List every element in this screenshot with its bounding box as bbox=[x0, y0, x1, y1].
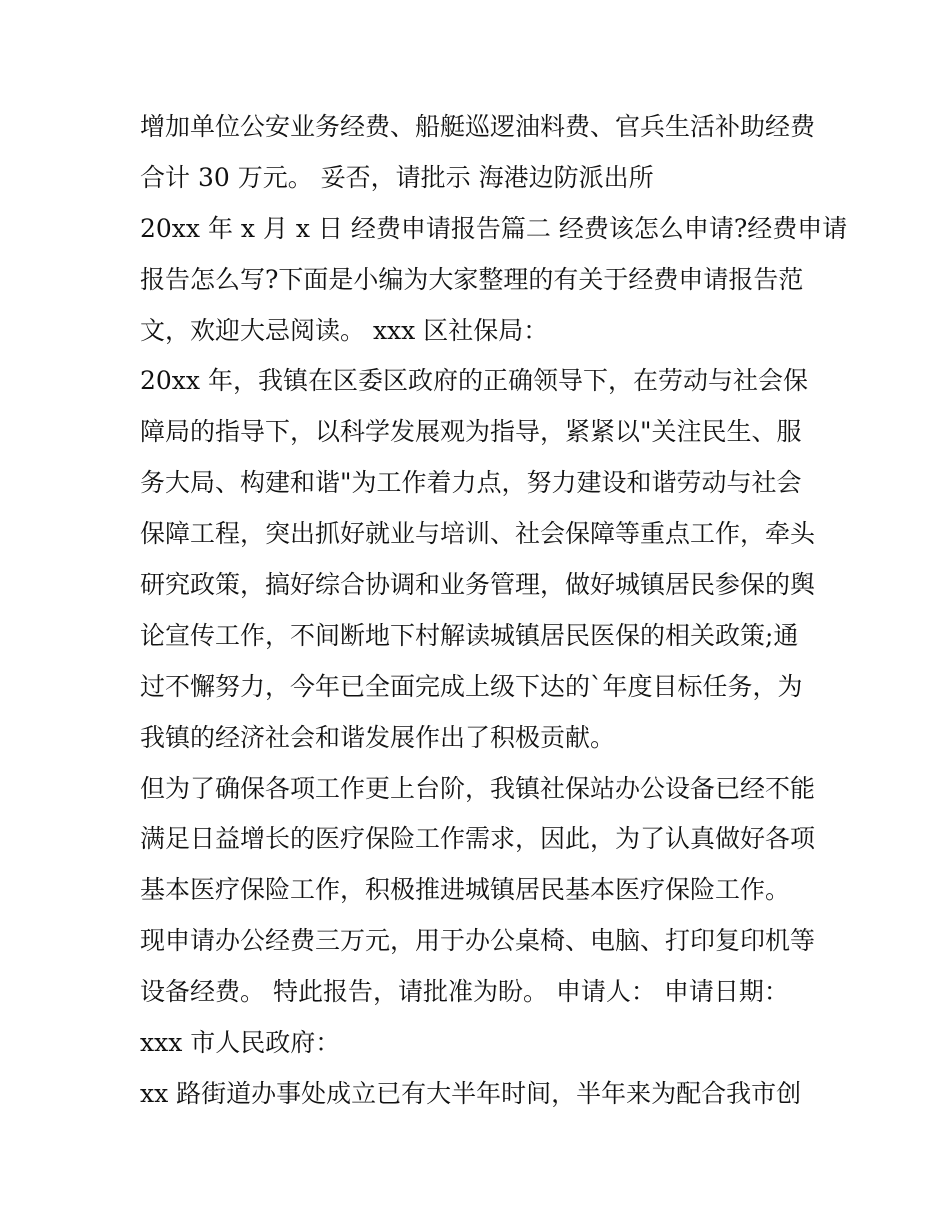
text-line: 增加单位公安业务经费、船艇巡逻油料费、官兵生活补助经费 bbox=[140, 112, 816, 141]
text-line: 论宣传工作，不间断地下村解读城镇居民医保的相关政策;通 bbox=[140, 620, 799, 650]
body-text bbox=[140, 102, 848, 1120]
text-line: 文，欢迎大忌阅读。 xxx 区社保局： bbox=[140, 315, 549, 345]
text-line: 障局的指导下，以科学发展观为指导，紧紧以"关注民生、服 bbox=[140, 417, 802, 447]
text-line: 设备经费。 特此报告，请批准为盼。 申请人： 申请日期： bbox=[140, 977, 789, 1007]
text-line: 20xx 年，我镇在区委区政府的正确领导下，在劳动与社会保 bbox=[140, 366, 808, 396]
text-line: 我镇的经济社会和谐发展作出了积极贡献。 bbox=[140, 722, 616, 752]
text-line: 研究政策，搞好综合协调和业务管理，做好城镇居民参保的舆 bbox=[140, 570, 816, 600]
text-line: xx 路街道办事处成立已有大半年时间，半年来为配合我市创 bbox=[140, 1078, 802, 1108]
text-line: 保障工程，突出抓好就业与培训、社会保障等重点工作，牵头 bbox=[140, 519, 816, 549]
text-line: 现申请办公经费三万元，用于办公桌椅、电脑、打印复印机等 bbox=[140, 926, 816, 956]
text-line: 基本医疗保险工作，积极推进城镇居民基本医疗保险工作。 bbox=[140, 875, 791, 905]
text-line: 满足日益增长的医疗保险工作需求，因此，为了认真做好各项 bbox=[140, 824, 816, 854]
text-line: 过不懈努力，今年已全面完成上级下达的`年度目标任务，为 bbox=[140, 671, 803, 701]
text-line: 务大局、构建和谐"为工作着力点，努力建设和谐劳动与社会 bbox=[140, 468, 802, 498]
text-line: 但为了确保各项工作更上台阶，我镇社保站办公设备已经不能 bbox=[140, 773, 816, 803]
text-line: 20xx 年 x 月 x 日 经费申请报告篇二 经费该怎么申请?经费申请 bbox=[140, 213, 848, 243]
text-line: 报告怎么写?下面是小编为大家整理的有关于经费申请报告范 bbox=[140, 264, 804, 294]
text-line: xxx 市人民政府： bbox=[140, 1028, 341, 1058]
text-line: 合计 30 万元。 妥否，请批示 海港边防派出所 bbox=[140, 162, 654, 192]
